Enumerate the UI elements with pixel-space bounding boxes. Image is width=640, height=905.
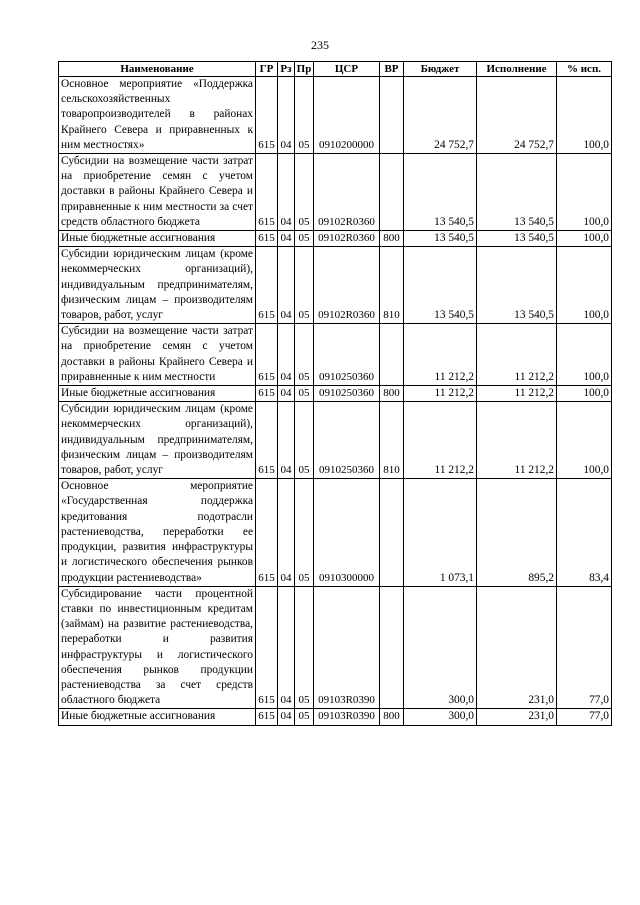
row-csr: 0910300000 [314,479,380,586]
row-pr: 05 [295,386,314,402]
row-execution: 13 540,5 [477,154,557,231]
page-number: 235 [311,38,329,52]
table-row [59,386,612,402]
row-budget: 13 540,5 [404,231,477,247]
header-percent: % исп. [557,62,612,77]
row-vr [380,586,404,709]
row-budget: 13 540,5 [404,247,477,324]
row-name: Иные бюджетные ассигнования [59,709,256,725]
row-execution: 24 752,7 [477,77,557,154]
row-rz: 04 [278,586,295,709]
row-gr: 615 [256,247,278,324]
row-vr [380,324,404,386]
row-gr: 615 [256,402,278,479]
row-name: Субсидии юридическим лицам (кроме некоммерческих организаций), индивидуальным предпринимателям, физическим лицам – производителям товаров, работ, услуг [59,247,256,324]
row-budget: 11 212,2 [404,386,477,402]
row-execution: 11 212,2 [477,324,557,386]
row-percent: 100,0 [557,386,612,402]
header-csr: ЦСР [314,62,380,77]
row-gr: 615 [256,479,278,586]
row-budget: 11 212,2 [404,324,477,386]
row-pr: 05 [295,247,314,324]
table-row [59,324,612,386]
header-pr: Пр [295,62,314,77]
table-row [59,231,612,247]
row-gr: 615 [256,709,278,725]
row-csr: 09103R0390 [314,586,380,709]
row-csr: 0910250360 [314,402,380,479]
row-pr: 05 [295,586,314,709]
row-vr [380,154,404,231]
row-execution: 231,0 [477,586,557,709]
row-percent: 100,0 [557,324,612,386]
table-row [59,247,612,324]
row-rz: 04 [278,77,295,154]
row-pr: 05 [295,77,314,154]
row-name: Субсидии юридическим лицам (кроме некоммерческих организаций), индивидуальным предпринимателям, физическим лицам – производителям товаров, работ, услуг [59,402,256,479]
row-vr [380,77,404,154]
header-name: Наименование [59,62,256,77]
row-gr: 615 [256,154,278,231]
header-rz: Рз [278,62,295,77]
header-budget: Бюджет [404,62,477,77]
row-execution: 11 212,2 [477,402,557,479]
row-rz: 04 [278,709,295,725]
table-row [59,154,612,231]
row-pr: 05 [295,402,314,479]
row-gr: 615 [256,77,278,154]
row-rz: 04 [278,247,295,324]
table-header-row [59,62,612,77]
header-gr: ГР [256,62,278,77]
row-csr: 09102R0360 [314,247,380,324]
row-pr: 05 [295,479,314,586]
row-name: Основное мероприятие «Государственная поддержка кредитования подотрасли растениеводства, переработки ее продукции, развития инфраструктуры и логистического обеспечения рынков продукции растениеводства» [59,479,256,586]
row-name: Субсидии на возмещение части затрат на приобретение семян с учетом доставки в районы Крайнего Севера и приравненные к ним местности за счет средств областного бюджета [59,154,256,231]
row-vr: 800 [380,231,404,247]
header-execution: Исполнение [477,62,557,77]
row-execution: 11 212,2 [477,386,557,402]
row-execution: 231,0 [477,709,557,725]
row-budget: 300,0 [404,586,477,709]
row-execution: 895,2 [477,479,557,586]
budget-execution-table [58,61,612,726]
table-row [59,77,612,154]
row-rz: 04 [278,479,295,586]
row-budget: 13 540,5 [404,154,477,231]
row-rz: 04 [278,402,295,479]
row-pr: 05 [295,324,314,386]
row-percent: 100,0 [557,247,612,324]
row-percent: 77,0 [557,709,612,725]
row-name: Субсидирование части процентной ставки по инвестиционным кредитам (займам) на развитие растениеводства, переработки и развития инфраструктуры и логистического обеспечения рынков продукции растениеводства за счет средств областного бюджета [59,586,256,709]
row-gr: 615 [256,231,278,247]
table-row [59,709,612,725]
row-gr: 615 [256,324,278,386]
row-csr: 09102R0360 [314,154,380,231]
row-csr: 0910250360 [314,324,380,386]
row-vr: 800 [380,386,404,402]
header-vr: ВР [380,62,404,77]
row-percent: 100,0 [557,77,612,154]
row-budget: 24 752,7 [404,77,477,154]
row-csr: 0910200000 [314,77,380,154]
row-percent: 83,4 [557,479,612,586]
row-rz: 04 [278,231,295,247]
row-rz: 04 [278,386,295,402]
row-name: Иные бюджетные ассигнования [59,231,256,247]
row-budget: 300,0 [404,709,477,725]
row-rz: 04 [278,324,295,386]
row-gr: 615 [256,586,278,709]
row-name: Субсидии на возмещение части затрат на приобретение семян с учетом доставки в районы Крайнего Севера и приравненные к ним местности [59,324,256,386]
row-csr: 09103R0390 [314,709,380,725]
row-pr: 05 [295,709,314,725]
row-percent: 77,0 [557,586,612,709]
row-csr: 09102R0360 [314,231,380,247]
row-name: Основное мероприятие «Поддержка сельскохозяйственных товаропроизводителей в районах Крайнего Севера и приравненных к ним местностях» [59,77,256,154]
row-budget: 11 212,2 [404,402,477,479]
row-execution: 13 540,5 [477,247,557,324]
row-vr: 800 [380,709,404,725]
row-vr: 810 [380,247,404,324]
row-pr: 05 [295,231,314,247]
row-percent: 100,0 [557,154,612,231]
row-budget: 1 073,1 [404,479,477,586]
table-row [59,586,612,709]
table-row [59,402,612,479]
row-percent: 100,0 [557,402,612,479]
row-pr: 05 [295,154,314,231]
row-gr: 615 [256,386,278,402]
table-row [59,479,612,586]
row-vr [380,479,404,586]
row-execution: 13 540,5 [477,231,557,247]
row-vr: 810 [380,402,404,479]
row-csr: 0910250360 [314,386,380,402]
row-name: Иные бюджетные ассигнования [59,386,256,402]
table-body [59,77,612,726]
row-percent: 100,0 [557,231,612,247]
row-rz: 04 [278,154,295,231]
